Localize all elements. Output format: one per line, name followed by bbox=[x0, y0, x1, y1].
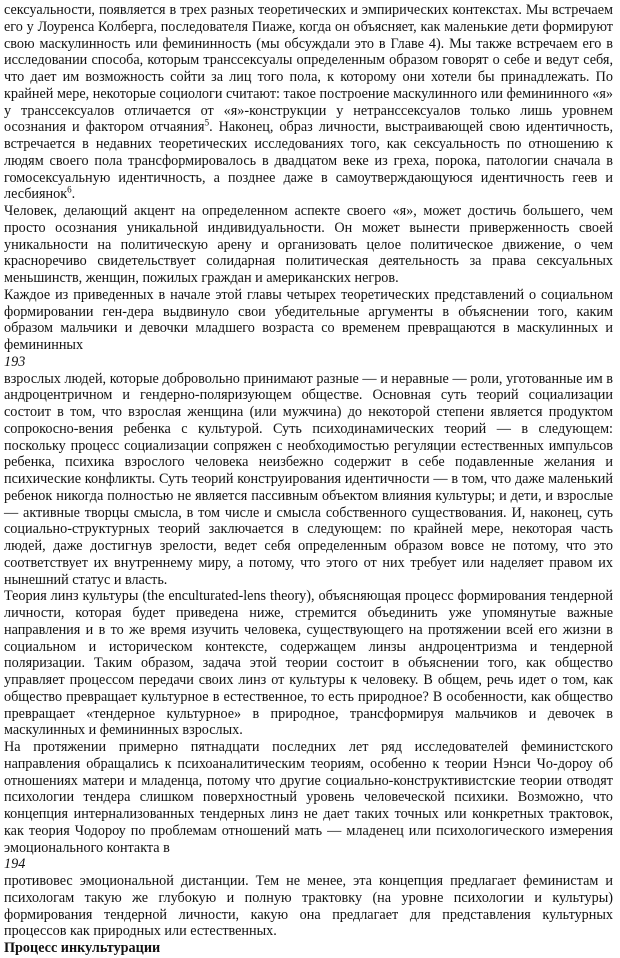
paragraph-text: сексуальности, появляется в трех разных теоретических и эмпирических контекстах. Мы встречаем его у Лоуренса Колберга, последователя Пиаже, когда он объясняет, как маленькие дети формируют свою маскулинность или фемининность (мы обсуждали это в Главе 4). Мы также встречаем его в исследовании способа, которым транссексуалы определенным образом говорят о себе и ведут себя, что дает им возможность сойти за лиц того пола, к которому они хотели бы принадлежать. По крайней мере, некоторые социологи считают: такое построение маскулинного или фемининного «я» у транссексуалов отличается от «я»-конструкции у нетранссексуалов только лишь уровнем осознания и фактором отчаяния bbox=[4, 2, 613, 136]
paragraph-socialization-theories: взрослых людей, которые добровольно принимают разные — и неравные — роли, уготованные им в андроцентричном и гендерно-поляризующем обществе. Основная суть теорий социализации состоит в том, что взрослая женщина (или мужчина) до некоторой степени является продуктом сопрокосно-вения ребенка с культурой. Суть психодинамических теорий — в следующем: поскольку процесс социализации сопряжен с необходимостью регуляции естественных импульсов ребенка, психика взрослого человека неизбежно содержит в себе подавленные желания и психические конфликты. Суть теорий конструирования идентичности — в том, что даже маленький ребенок никогда полностью не является пассивным объектом влияния культуры; и дети, и взрослые — активные творцы смысла, в том числе и смысла собственного существования. И, наконец, суть социально-структурных теорий заключается в следующем: по крайней мере, некоторая часть людей, даже достигнув зрелости, ведет себя определенным образом вовсе не потому, что это соответствует их внутреннему миру, а потому, что этого от них требует или наделяет правом их нынешний статус и власть. bbox=[4, 370, 613, 588]
paragraph-text: . Наконец, образ личности, выстраивающей свою идентичность, встречается в недавних теоретических исследованиях того, как сексуальность по отношению к людям своего пола трансформировалось в двадцатом веке из греха, порока, патологии сначала в гомосексуальную идентичность, а позднее даже в самоутверждающуюся идентичность геев и лесбиянок bbox=[4, 119, 614, 203]
page-number-193: 193 bbox=[4, 353, 26, 370]
page-number-194: 194 bbox=[4, 856, 26, 873]
paragraph-political-movement: Человек, делающий акцент на определенном аспекте своего «я», может достичь большего, чем просто осознания уникальной индивидуальности. Он может вынести приверженность своей уникальности на политическую арену и организовать целое политическое движение, о чем красноречиво свидетельствует солидарная политическая деятельность за права сексуальных меньшинств, женщин, пожилых граждан и американских негров. bbox=[4, 203, 613, 286]
paragraph-feminist-researchers: На протяжении примерно пятнадцати последних лет ряд исследователей феминистского направления обращались к психоаналитическим теориям, особенно к теории Нэнси Чо-дороу об отношениях матери и младенца, потому что другие социально-конструктивистские теории отводят психологии тендера слишком поверхностный уровень человеческой психики. Возможно, что концепция интернализованных тендерных линз не дает таких точных или конкретных трактовок, как теория Чодороу по проблемам отношений мать — младенец или психологического измерения эмоционального контакта в bbox=[4, 739, 613, 856]
paragraph-self-in-contexts bbox=[4, 2, 613, 203]
footnote-ref-5: 5 bbox=[204, 117, 210, 128]
paragraph-four-theories-intro: Каждое из приведенных в начале этой главы четырех теоретических представлений о социальном формировании ген-дера выдвинуло свои убедительные аргументы в объяснении того, каким образом мальчики и девочки младшего возраста со временем превращаются в маскулинных и фемининных bbox=[4, 286, 613, 353]
paragraph-text: . bbox=[71, 186, 76, 203]
section-heading-enculturation: Процесс инкультурации bbox=[4, 940, 161, 956]
paragraph-chodorow-conclusion: противовес эмоциональной дистанции. Тем не менее, эта концепция предлагает феминистам и психологам такую же глубокую и полную трактовку (на уровне психологии и культуры) формирования тендерной личности, какую она предлагает для представления культурных процессов как природных или естественных. bbox=[4, 873, 613, 940]
paragraph-enculturated-lens-theory: Теория линз культуры (the enculturated-lens theory), объясняющая процесс формирования тендерной личности, которая будет приведена ниже, стремится объединить уже упомянутые важные направления и в то же время изучить человека, существующего на протяжении всей его жизни в социальном и историческом контексте, содержащем линзы андроцентризма и тендерной поляризации. Таким образом, задача этой теории состоит в объяснении того, как общество управляет процессом передачи своих линз от культуры к человеку. В общем, речь идет о том, как общество превращает культурное в естественное, то есть природное? В особенности, как общество превращает «тендерное культурное» в природное, трансформируя мальчиков и девочек в маскулинных и фемининных взрослых. bbox=[4, 588, 613, 739]
footnote-ref-6: 6 bbox=[67, 184, 72, 195]
